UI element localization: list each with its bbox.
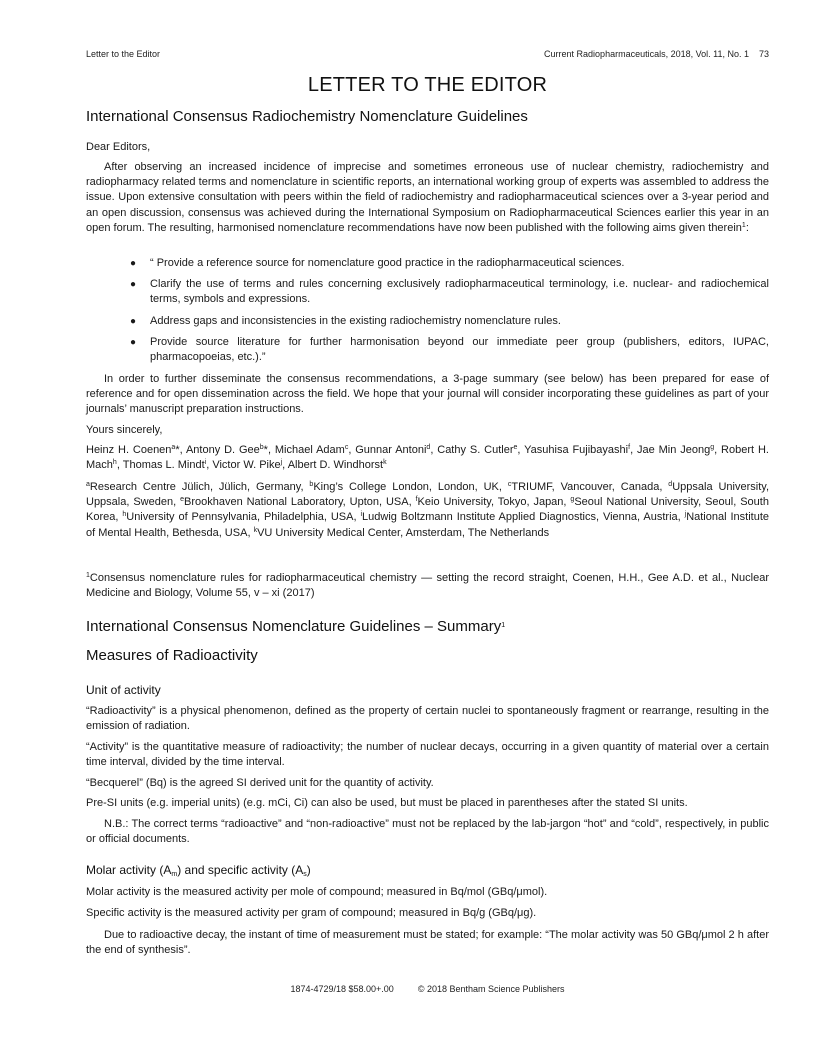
affiliation xyxy=(180,496,409,508)
footnote-ref: 1 xyxy=(741,221,746,229)
molar-heading-part: Molar activity (A xyxy=(86,863,172,877)
affiliation-mark: f xyxy=(628,444,631,451)
specific-activity-definition: Specific activity is the measured activity per gram of compound; measured in Bq/g (GBq/μg). xyxy=(86,907,537,919)
affiliation xyxy=(360,511,677,523)
molar-heading-part: ) xyxy=(306,863,311,877)
affiliation-mark: j xyxy=(280,459,283,467)
affiliation-key: j xyxy=(684,511,687,519)
radioactivity-definition: “Radioactivity” is a physical phenomenon, defined as the property of certain nuclei to spontaneously fragment or rearrange, resulting in the emission of radiation. xyxy=(86,705,769,733)
affiliation-mark: e xyxy=(513,444,518,451)
footnote-mark: 1 xyxy=(86,572,90,579)
affiliation-text: TRIUMF, Vancouver, Canada xyxy=(511,481,660,493)
page-footer xyxy=(86,984,769,994)
affiliation-text: Uppsala University, Uppsala, Sweden xyxy=(86,481,770,509)
summary-footnote-ref: 1 xyxy=(501,622,506,629)
affiliation-text: Brookhaven National Laboratory, Upton, USA xyxy=(183,496,409,509)
author-name: Heinz H. Coenen xyxy=(86,444,172,456)
summary-heading-text: International Consensus Nomenclature Guidelines – Summary xyxy=(86,618,502,635)
affiliation-mark: b xyxy=(259,444,264,451)
affiliation-mark: k xyxy=(383,459,387,467)
affiliation-key: h xyxy=(122,511,127,519)
affiliation-text: National Institute of Mental Health, Bethesda, USA xyxy=(86,511,769,539)
subsection-heading-unit: Unit of activity xyxy=(86,683,161,697)
author-name: Cathy S. Cutler xyxy=(437,444,514,456)
intro-text: After observing an increased incidence of imprecise and sometimes erroneous use of nuclear chemistry, radiochemistry and radiopharmacy related terms and nomenclature in scientific reports, an international working group of experts was assembled to address the issue. Upon extensive consultation with peers within the field of radiochemistry and radiopharmaceutical sciences over a 3-year period and an open discussion, consensus was achieved during the International Symposium on Radiopharmaceutical Sciences earlier this year in an open forum. The resulting, harmonised nomenclature recommendations have now been published with the following aims given therein xyxy=(86,161,769,234)
affiliation-text: King’s College London, London, UK xyxy=(313,481,499,493)
intro-paragraph xyxy=(86,160,769,236)
author-name: Jae Min Jeong xyxy=(637,444,711,456)
footnote xyxy=(86,571,769,601)
author-name: Michael Adam xyxy=(274,444,345,456)
affiliation-mark: c xyxy=(344,444,349,451)
activity-definition: “Activity” is the quantitative measure of radioactivity; the number of nuclear decays, occurring in a given quantity of material over a certain time interval, divided by the time interval. xyxy=(86,741,769,769)
aims-item-text: Clarify the use of terms and rules concerning exclusively radiopharmaceutical terminology, i.e. nuclear- and radiochemical terms, symbols and expressions. xyxy=(150,278,769,306)
affiliation xyxy=(309,481,498,493)
author xyxy=(212,459,282,471)
author xyxy=(275,444,348,456)
corresponding-mark: * xyxy=(175,444,180,456)
becquerel-definition: “Becquerel” (Bq) is the agreed SI derived unit for the quantity of activity. xyxy=(86,777,434,789)
copyright: © 2018 Bentham Science Publishers xyxy=(417,984,565,994)
author xyxy=(637,444,714,456)
author-name: Thomas L. Mindt xyxy=(122,459,205,472)
author-name: Yasuhisa Fujibayashi xyxy=(524,444,629,456)
summary-heading xyxy=(86,618,505,635)
author xyxy=(437,444,517,456)
aims-item xyxy=(86,314,769,329)
closing: Yours sincerely, xyxy=(86,424,163,436)
corresponding-mark: * xyxy=(263,444,268,456)
affiliation-key: a xyxy=(86,481,90,488)
main-heading: International Consensus Radiochemistry Nomenclature Guidelines xyxy=(86,108,528,125)
issn-price: 1874-4729/18 $58.00+.00 xyxy=(290,984,394,994)
author xyxy=(355,444,430,456)
affiliation xyxy=(254,527,550,539)
affiliation-list: $^a$Research Centre Jülich, Jülich, Germany, $^b$King’s College London, London, UK, $^c$TRIUMF, Vancouver, Canada, $^d$Uppsala University, Uppsala, Sweden, $^e$Brookhaven National Laboratory, Upton, USA, $^f$Keio University, Tokyo, Japan, $^g$Seoul National University, Seoul, South Korea, $^h$University of Pennsylvania, Philadelphia, USA, $^i$Ludwig Boltzmann Institute Applied Diagnostics, Vienna, Austria, $^j$National Institute of Mental Health, Bethesda, USA, $^k$VU University Medical Center, Amsterdam, The Netherlands xyxy=(86,481,770,539)
author xyxy=(86,444,180,456)
decay-paragraph: Due to radioactive decay, the instant of time of measurement must be stated; for example: “The molar activity was 50 GBq/μmol 2 h after the end of synthesis”. xyxy=(86,929,769,957)
bullet-icon: ● xyxy=(130,315,137,327)
affiliation-key: d xyxy=(668,481,673,488)
affiliation xyxy=(122,511,353,523)
affiliation-mark: g xyxy=(710,444,715,451)
author xyxy=(288,459,387,471)
affiliation-text: University of Pennsylvania, Philadelphia, USA xyxy=(126,511,354,524)
affiliation xyxy=(86,481,300,493)
pre-si-units-note: Pre-SI units (e.g. imperial units) (e.g. mCi, Ci) can also be used, but must be placed in parentheses after the stated SI units. xyxy=(86,797,688,809)
specific-subscript: s xyxy=(303,871,307,878)
author-name: Robert H. Mach xyxy=(86,444,769,472)
nb-paragraph: N.B.: The correct terms “radioactive” and “non-radioactive” must not be replaced by the lab-jargon “hot” and “cold”, respectively, in public or official documents. xyxy=(86,818,769,846)
affiliation-mark: h xyxy=(112,459,117,467)
affiliation xyxy=(416,496,564,508)
molar-activity-definition: Molar activity is the measured activity per mole of compound; measured in Bq/mol (GBq/μmol). xyxy=(86,886,548,898)
affiliation-mark: d xyxy=(426,444,431,451)
document-title: LETTER TO THE EDITOR xyxy=(307,74,548,96)
author-name: Victor W. Pike xyxy=(212,459,281,472)
affiliation-mark: a xyxy=(171,444,176,451)
subsection-heading-molar xyxy=(86,863,311,877)
affiliation-key: b xyxy=(309,481,314,488)
affiliation-key: c xyxy=(507,481,512,488)
journal-name: Current Radiopharmaceuticals, 2018, Vol. 11, No. 1 xyxy=(544,49,749,59)
aims-list xyxy=(86,256,769,371)
aims-item-text: Address gaps and inconsistencies in the existing radiochemistry nomenclature rules. xyxy=(150,314,561,327)
aims-item-text: Provide source literature for further harmonisation beyond our immediate peer group (publishers, editors, IUPAC, pharmacopoeias, etc.).” xyxy=(150,335,769,364)
affiliation-text: Seoul National University, Seoul, South Korea xyxy=(86,496,769,524)
affiliation-text: Keio University, Tokyo, Japan xyxy=(417,496,564,509)
author xyxy=(123,459,206,471)
author-name: Antony D. Gee xyxy=(185,444,260,456)
author-name: Albert D. Windhorst xyxy=(287,459,384,472)
aims-item xyxy=(86,277,769,307)
affiliation-key: k xyxy=(253,526,258,534)
page-number: 73 xyxy=(758,49,769,59)
affiliation-text: Research Centre Jülich, Jülich, Germany xyxy=(89,481,301,493)
author xyxy=(524,444,630,456)
affiliation-mark: i xyxy=(204,459,207,467)
bullet-icon: ● xyxy=(130,279,137,291)
aims-item xyxy=(86,256,769,271)
salutation: Dear Editors, xyxy=(86,141,151,153)
molar-heading-part: ) and specific activity (A xyxy=(177,863,304,877)
affiliation xyxy=(508,481,659,493)
affiliation-key: e xyxy=(180,496,184,504)
intro-suffix: : xyxy=(745,221,749,234)
author-name: Gunnar Antoni xyxy=(355,444,427,456)
section-heading-measures: Measures of Radioactivity xyxy=(86,647,258,664)
author xyxy=(186,444,268,456)
journal-citation xyxy=(544,49,769,59)
molar-subscript: m xyxy=(171,871,178,878)
affiliation-text: Ludwig Boltzmann Institute Applied Diagnostics, Vienna, Austria xyxy=(362,511,678,524)
section-label: Letter to the Editor xyxy=(86,49,161,59)
dissemination-paragraph: In order to further disseminate the consensus recommendations, a 3-page summary (see below) has been prepared for ease of reference and for open dissemination across the field. We hope that your journal will consider incorporating these guidelines as part of your journals’ manuscript preparation instructions. xyxy=(86,373,769,416)
aims-item-text: “ Provide a reference source for nomenclature good practice in the radiopharmaceutical sciences. xyxy=(150,257,625,269)
affiliation-key: g xyxy=(570,496,575,504)
affiliation-key: i xyxy=(360,511,363,519)
author-list: Heinz H. Coenen$^a$*, Antony D. Gee$^b$*, Michael Adam$^c$, Gunnar Antoni$^d$, Cathy S. Cutler$^e$, Yasuhisa Fujibayashi$^f$, Jae Min Jeong$^g$, Robert H. Mach$^h$, Thomas L. Mindt$^i$, Victor W. Pike$^j$, Albert D. Windhorst$^k$ xyxy=(86,444,769,472)
affiliation-key: f xyxy=(415,496,418,504)
aims-item xyxy=(86,335,769,365)
footnote-text: Consensus nomenclature rules for radiopharmaceutical chemistry — setting the record straight, Coenen, H.H., Gee A.D. et al., Nuclear Medicine and Biology, Volume 55, v – xi (2017) xyxy=(86,572,769,600)
affiliation-text: VU University Medical Center, Amsterdam, The Netherlands xyxy=(257,526,550,539)
bullet-icon: ● xyxy=(130,258,137,269)
bullet-icon: ● xyxy=(130,336,137,348)
